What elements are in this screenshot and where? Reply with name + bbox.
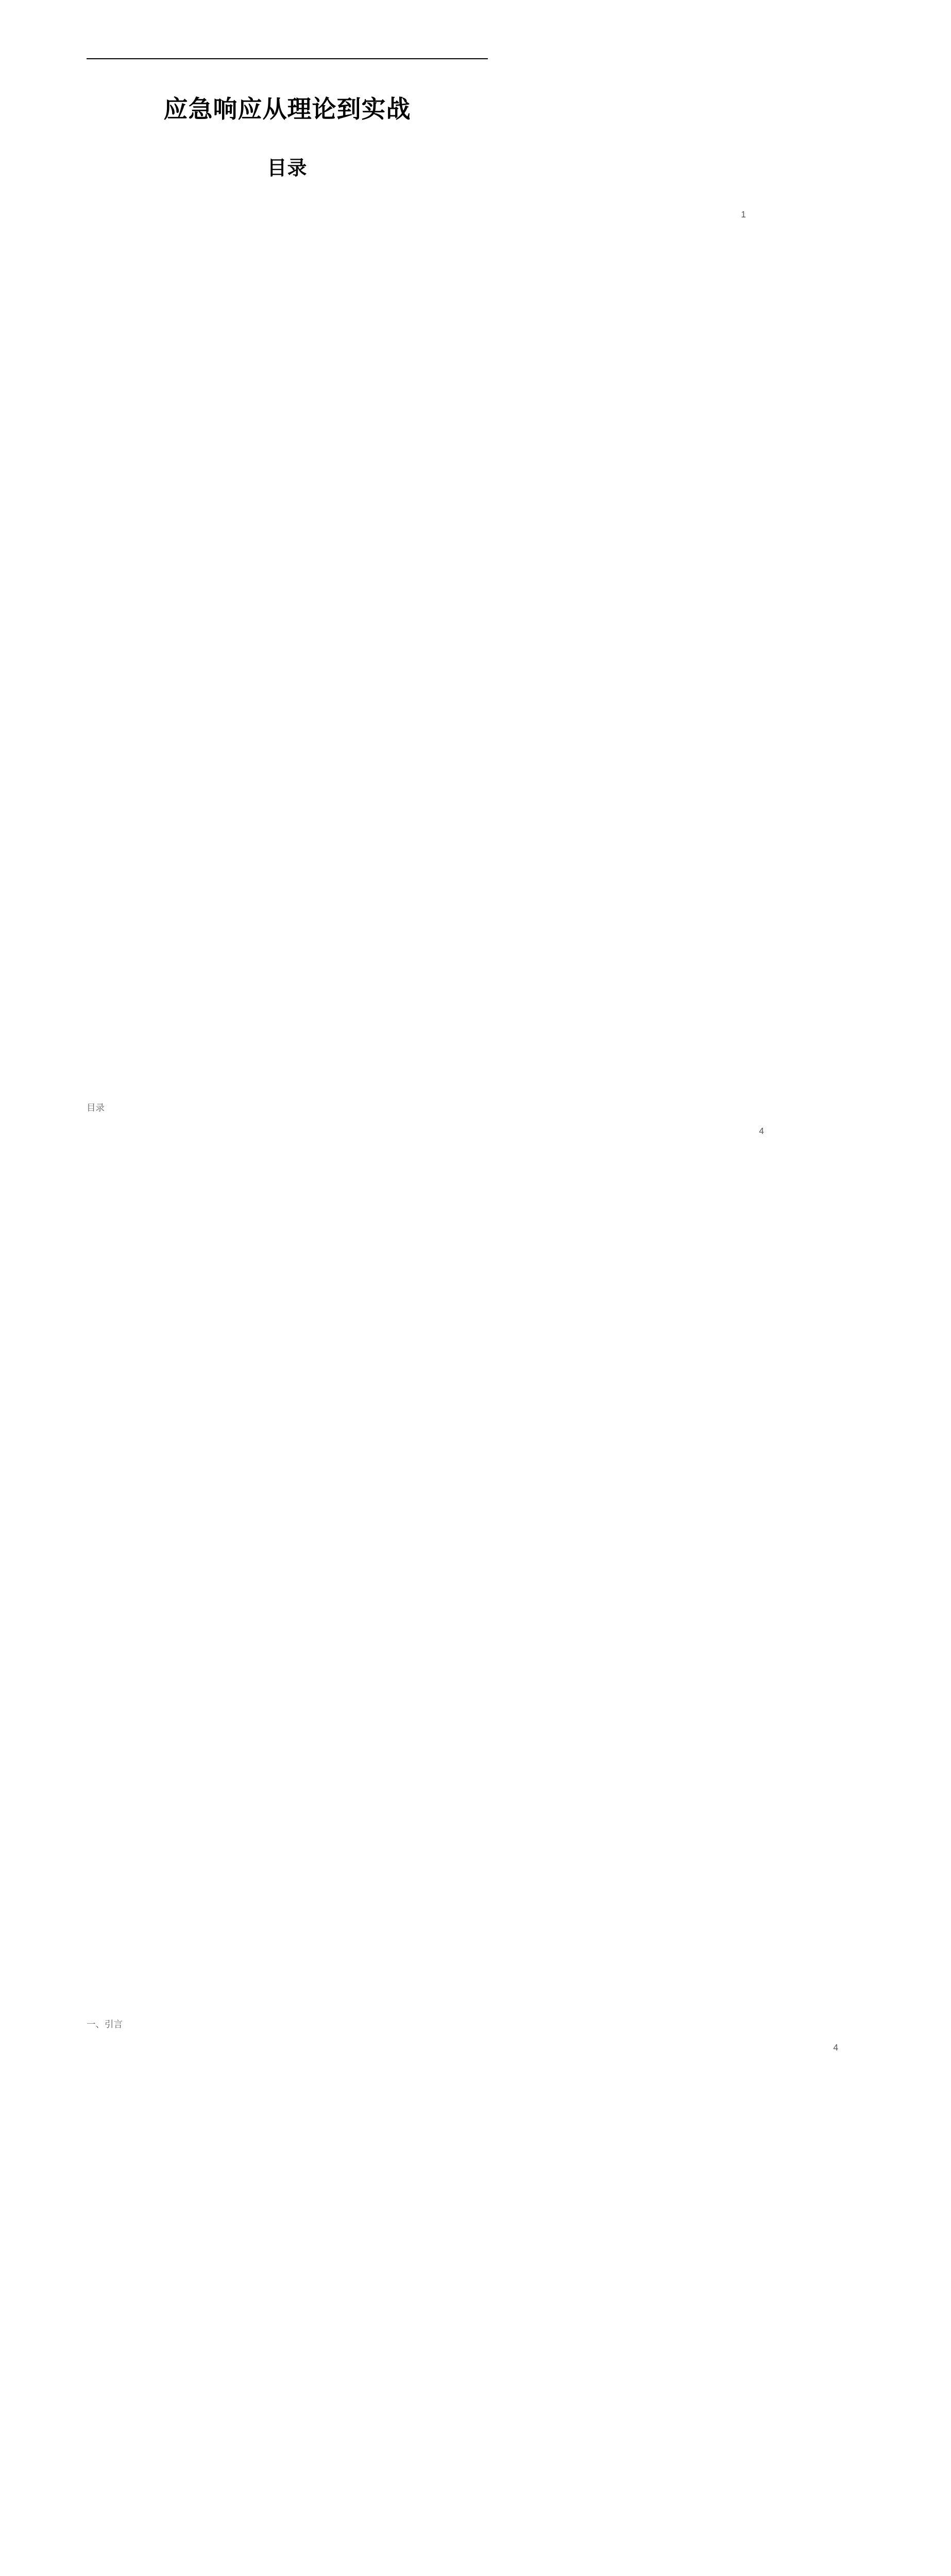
page-title: 应急响应从理论到实战 [163,96,411,123]
toc-entry-page-number: 4 [199,2042,838,2576]
toc-entry[interactable] [107,2042,839,2576]
table-of-contents [87,209,839,2576]
header-rule [87,58,488,59]
toc-entry[interactable] [87,1126,764,2030]
toc-entry[interactable] [87,209,746,1113]
toc-entry-page-number: 1 [107,209,746,1113]
toc-entry-label: 一、引言 [87,2019,123,2030]
toc-heading: 目录 [267,158,308,180]
toc-entry-page-number: 4 [125,1126,764,2030]
page-content [87,82,839,2576]
toc-entry-label: 目录 [87,1103,105,1113]
